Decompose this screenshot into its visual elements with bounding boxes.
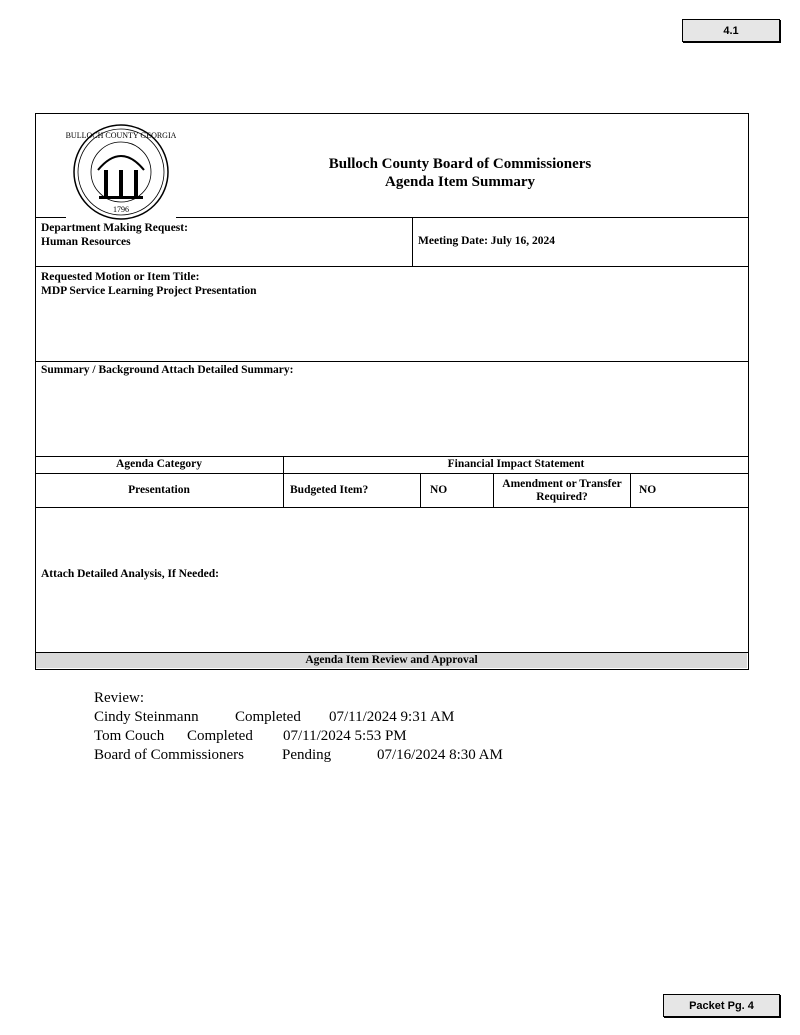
svg-text:1796: 1796	[113, 205, 129, 214]
financial-impact-header: Financial Impact Statement	[447, 458, 585, 470]
department-value: Human Resources	[41, 236, 131, 248]
department-section	[41, 221, 188, 249]
review-name: Board of Commissioners	[94, 747, 244, 763]
review-date: 07/11/2024 9:31 AM	[329, 709, 455, 725]
review-name: Cindy Steinmann	[94, 709, 199, 725]
meeting-date: Meeting Date: July 16, 2024	[418, 235, 556, 247]
review-date: 07/11/2024 5:53 PM	[283, 728, 407, 744]
form-title: Bulloch County Board of Commissioners	[328, 156, 592, 172]
budgeted-item-label: Budgeted Item?	[290, 484, 369, 496]
analysis-label: Attach Detailed Analysis, If Needed:	[41, 568, 219, 580]
svg-text:BULLOCH COUNTY GEORGIA: BULLOCH COUNTY GEORGIA	[66, 131, 176, 140]
form-subtitle: Agenda Item Summary	[385, 174, 535, 190]
review-label: Review:	[94, 690, 144, 706]
divider	[412, 217, 413, 266]
motion-section	[41, 270, 256, 298]
review-status: Pending	[282, 747, 332, 763]
review-status: Completed	[187, 728, 253, 744]
county-seal	[66, 122, 176, 222]
review-status: Completed	[235, 709, 301, 725]
amendment-label: Amendment or Transfer Required?	[502, 477, 622, 503]
amendment-value: NO	[639, 484, 657, 496]
divider	[35, 361, 749, 362]
motion-value: MDP Service Learning Project Presentation	[41, 285, 257, 297]
form-header	[300, 155, 620, 191]
agenda-category-value: Presentation	[128, 484, 190, 496]
divider	[35, 266, 749, 267]
budgeted-item-value: NO	[430, 484, 448, 496]
divider	[35, 507, 749, 508]
motion-label: Requested Motion or Item Title:	[41, 271, 200, 283]
agenda-category-header: Agenda Category	[116, 458, 202, 470]
review-date: 07/16/2024 8:30 AM	[377, 747, 503, 763]
page-number-badge: 4.1	[682, 19, 780, 42]
summary-label: Summary / Background Attach Detailed Summary:	[41, 364, 294, 376]
review-name: Tom Couch	[94, 728, 165, 744]
department-label: Department Making Request:	[41, 222, 188, 234]
approval-header: Agenda Item Review and Approval	[36, 653, 747, 668]
packet-page-badge: Packet Pg. 4	[663, 994, 780, 1017]
